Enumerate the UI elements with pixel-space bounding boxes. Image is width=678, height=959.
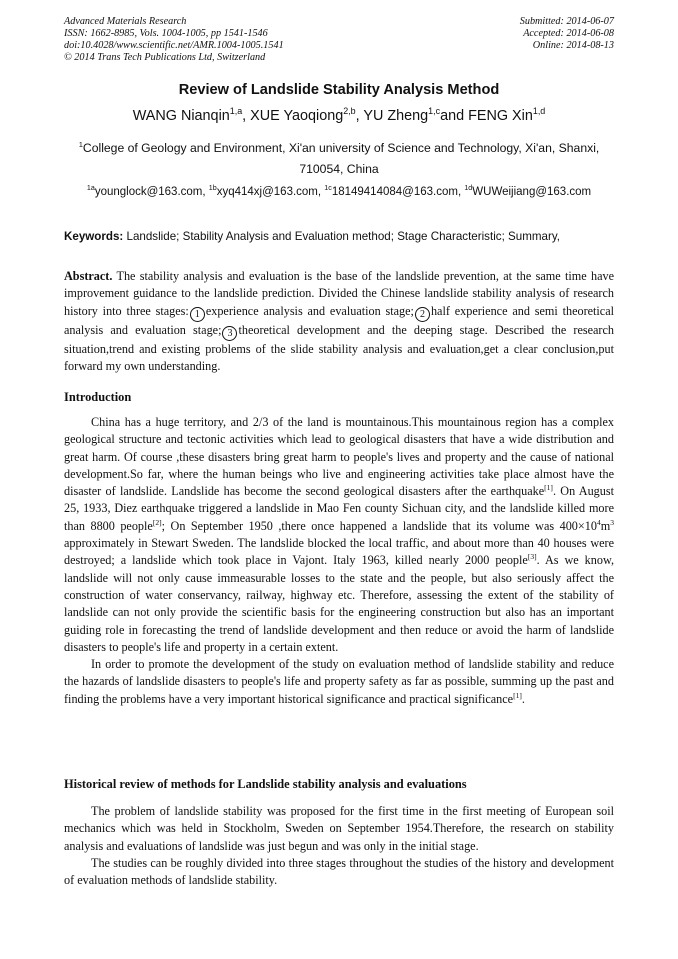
email-address[interactable]: xyq414xj@163.com, <box>216 186 325 198</box>
keywords-text: Landslide; Stability Analysis and Evaluation method; Stage Characteristic; Summary, <box>123 230 560 243</box>
circled-number: 1 <box>190 307 205 322</box>
abstract-label: Abstract. <box>64 269 113 283</box>
author-name: FENG Xin <box>468 108 533 124</box>
paragraph: In order to promote the development of the study on evaluation method of landslide stability and reduce the hazards of landslide disasters to people's life and property safety as far as possible, summing up the past and finding the problems have a very important historical significance and practical significance[1]. <box>64 657 614 706</box>
introduction-heading: Introduction <box>64 390 132 404</box>
author-emails: $^{1a}$younglock@163.com, $^{1b}$xyq414xj@163.com, $^{1c}$18149414084@163.com, $^{1d}$WUWeijiang@163.com <box>86 184 592 198</box>
email-address[interactable]: 18149414084@163.com, <box>331 186 465 198</box>
copyright-line: © 2014 Trans Tech Publications Ltd, Switzerland <box>64 52 266 63</box>
introduction-body <box>64 414 614 708</box>
paper-title: Review of Landslide Stability Analysis Method <box>178 82 500 98</box>
paragraph: China has a huge territory, and 2/3 of the land is mountainous.This mountainous region has a complex geological structure and tectonic activities which lead to geological disasters that have a wide distribution and great harm. Of course ,these disasters bring great harm to people's lives and property and the cause of national development.So far, where the human beings who live and engineering activities take place almost have the disaster of landslide. Landslide has become the second geological disasters after the earthquake[1]. On August 25, 1933, Diez earthquake triggered a landslide in Mao Fen county Sichuan city, and the landslide killed more than 8800 people[2]; On September 1950 ,there once happened a landslide that its volume was $400\times 10^4m^3$ approximately in Stewart Sweden. The landslide blocked the local traffic, and about more than 40 houses were destroyed; a landslide which took place in Vajont. Italy 1963, killed nearly 2000 people[3]. As we know, landslide will not only cause immeasurable losses to the state and the people, but also seriously affect the construction of water conservancy, railway, highway etc. Therefore, assessing the extent of the stability of landslide can not only provide the scientific basis for the engineering construction but also has an important guiding role in forecasting the trend of landslide development and then reduce or avoid the harm of landslide disasters to people's life and property in a certain extent. <box>64 415 614 654</box>
author-name: XUE Yaoqiong <box>250 108 344 124</box>
historical-body <box>64 803 614 889</box>
author-list: WANG Nianqin$^{1,a}$, XUE Yaoqiong$^{2,b}$, YU Zheng$^{1,c}$and FENG Xin$^{1,d}$ <box>132 106 546 124</box>
historical-heading: Historical review of methods for Landslide stability analysis and evaluations <box>64 777 467 791</box>
citation[interactable]: [1] <box>513 690 522 700</box>
accepted-date: Accepted: 2014-06-08 <box>523 28 614 39</box>
author-name: YU Zheng <box>363 108 429 124</box>
abstract: Abstract. The stability analysis and evaluation is the base of the landslide prevention, at the same time have improvement guidance to the landslide prediction. Divided the Chinese landslide stability analysis of research history into three stages: 1 experience analysis and evaluation stage; 2 half experience and semi theoretical analysis and evaluation stage; 3 theoretical development and the deeping stage. Described the research situation,trend and existing problems of the slide stability analysis and evaluation,get a clear conclusion,put forward my own understanding. <box>64 269 615 373</box>
citation[interactable]: [3] <box>527 552 537 562</box>
affiliation: $^1$College of Geology and Environment, Xi'an university of Science and Technology, Xi'an, Shanxi, 710054, China <box>78 139 600 176</box>
circled-number: 2 <box>415 307 430 322</box>
submitted-date: Submitted: 2014-06-07 <box>519 16 614 27</box>
citation[interactable]: [2] <box>152 517 162 527</box>
keywords <box>64 230 614 243</box>
email-address[interactable]: WUWeijiang@163.com <box>472 186 592 198</box>
author-name: WANG Nianqin <box>132 108 230 124</box>
journal-name: Advanced Materials Research <box>64 16 187 27</box>
paragraph: The studies can be roughly divided into three stages throughout the studies of the history and development of evaluation methods of landslide stability. <box>64 855 614 888</box>
doi-line: doi:10.4028/www.scientific.net/AMR.1004-1005.1541 <box>64 40 284 51</box>
author-superscript: 2,b <box>343 106 356 117</box>
circled-number: 3 <box>222 326 237 341</box>
paragraph: The problem of landslide stability was proposed for the first time in the first meeting of European soil mechanics which was held in Stockholm, Sweden on September 1954.Therefore, the research on stability analysis and evaluations of landslide was just begun and was only in the initial stage. <box>64 804 614 853</box>
author-superscript: 1,d <box>532 106 546 117</box>
author-superscript: 1,a <box>229 106 243 117</box>
author-superscript: 1,c <box>428 106 441 117</box>
dates-header <box>520 16 614 52</box>
online-date: Online: 2014-08-13 <box>532 40 614 51</box>
issn-line: ISSN: 1662-8985, Vols. 1004-1005, pp 1541-1546 <box>64 28 268 39</box>
citation[interactable]: [1] <box>544 483 553 493</box>
affiliation-text: College of Geology and Environment, Xi'an university of Science and Technology, Xi'an, Shanxi, 710054, China <box>82 141 600 176</box>
keywords-label: Keywords: <box>64 230 124 243</box>
email-address[interactable]: younglock@163.com, <box>94 186 209 198</box>
journal-header <box>64 16 284 64</box>
